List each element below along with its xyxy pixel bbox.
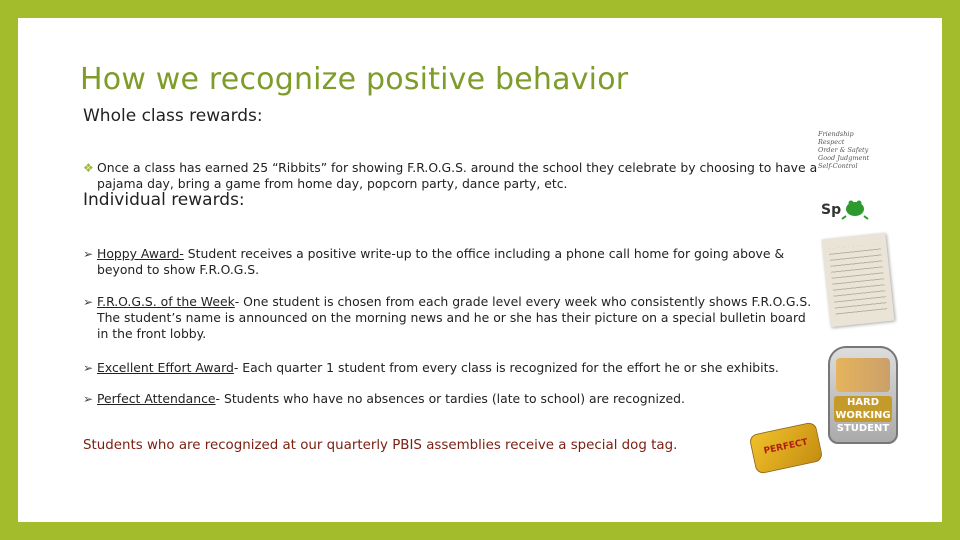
individual-heading: Individual rewards: — [83, 190, 245, 210]
frogs-poster-image — [818, 130, 888, 172]
poster-line: Respect — [818, 138, 845, 146]
individual-item-attendance — [83, 391, 818, 407]
individual-item-effort — [83, 360, 818, 376]
item-label: Excellent Effort Award — [97, 360, 234, 375]
hoppy-award-form-image — [822, 233, 895, 327]
individual-item-hoppy — [83, 246, 818, 278]
item-label: Hoppy Award- — [97, 246, 184, 261]
poster-line: Good Judgment — [818, 154, 870, 162]
item-text: - Students who have no absences or tardies (late to school) are recognized. — [215, 391, 685, 406]
poster-line: Friendship — [818, 130, 854, 138]
poster-line: Order & Safety — [818, 146, 869, 154]
poster-line: Self-Control — [818, 162, 858, 170]
arrow-bullet-icon: ➢ — [83, 247, 94, 261]
whole-class-text: Once a class has earned 25 “Ribbits” for showing F.R.O.G.S. around the school they celebrate by choosing to have a pajama day, bring a game from home day, popcorn party, dance party, etc. — [97, 160, 818, 191]
diamond-bullet-icon: ❖ — [83, 161, 94, 175]
whole-class-heading: Whole class rewards: — [83, 106, 263, 126]
frog-icon — [819, 196, 869, 220]
arrow-bullet-icon: ➢ — [83, 361, 94, 375]
whole-class-paragraph — [83, 160, 818, 192]
item-text: - One student is chosen from each grade level every week who consistently shows F.R.O.G.S. The student’s name is announced on the morning news and he or she has their picture on a special bulletin board in the front lobby. — [97, 294, 812, 341]
item-label: Perfect Attendance — [97, 391, 216, 406]
item-text: Student receives a positive write-up to the office including a phone call home for going above & beyond to show F.R.O.G.S. — [97, 246, 785, 277]
item-label: F.R.O.G.S. of the Week — [97, 294, 235, 309]
individual-item-frogs-week — [83, 294, 818, 342]
frog-logo-image — [819, 196, 869, 220]
footer-text: Students who are recognized at our quarterly PBIS assemblies receive a special dog tag. — [83, 438, 678, 453]
arrow-bullet-icon: ➢ — [83, 295, 94, 309]
item-text: - Each quarter 1 student from every class is recognized for the effort he or she exhibits. — [233, 360, 779, 375]
svg-text:Sp: Sp — [821, 202, 842, 218]
dog-tag-label: PERFECT — [762, 437, 809, 457]
slide-title: How we recognize positive behavior — [80, 62, 629, 97]
arrow-bullet-icon: ➢ — [83, 392, 94, 406]
badge-label: HARD WORKING STUDENT — [835, 397, 891, 434]
hard-working-student-badge-image — [828, 346, 898, 444]
